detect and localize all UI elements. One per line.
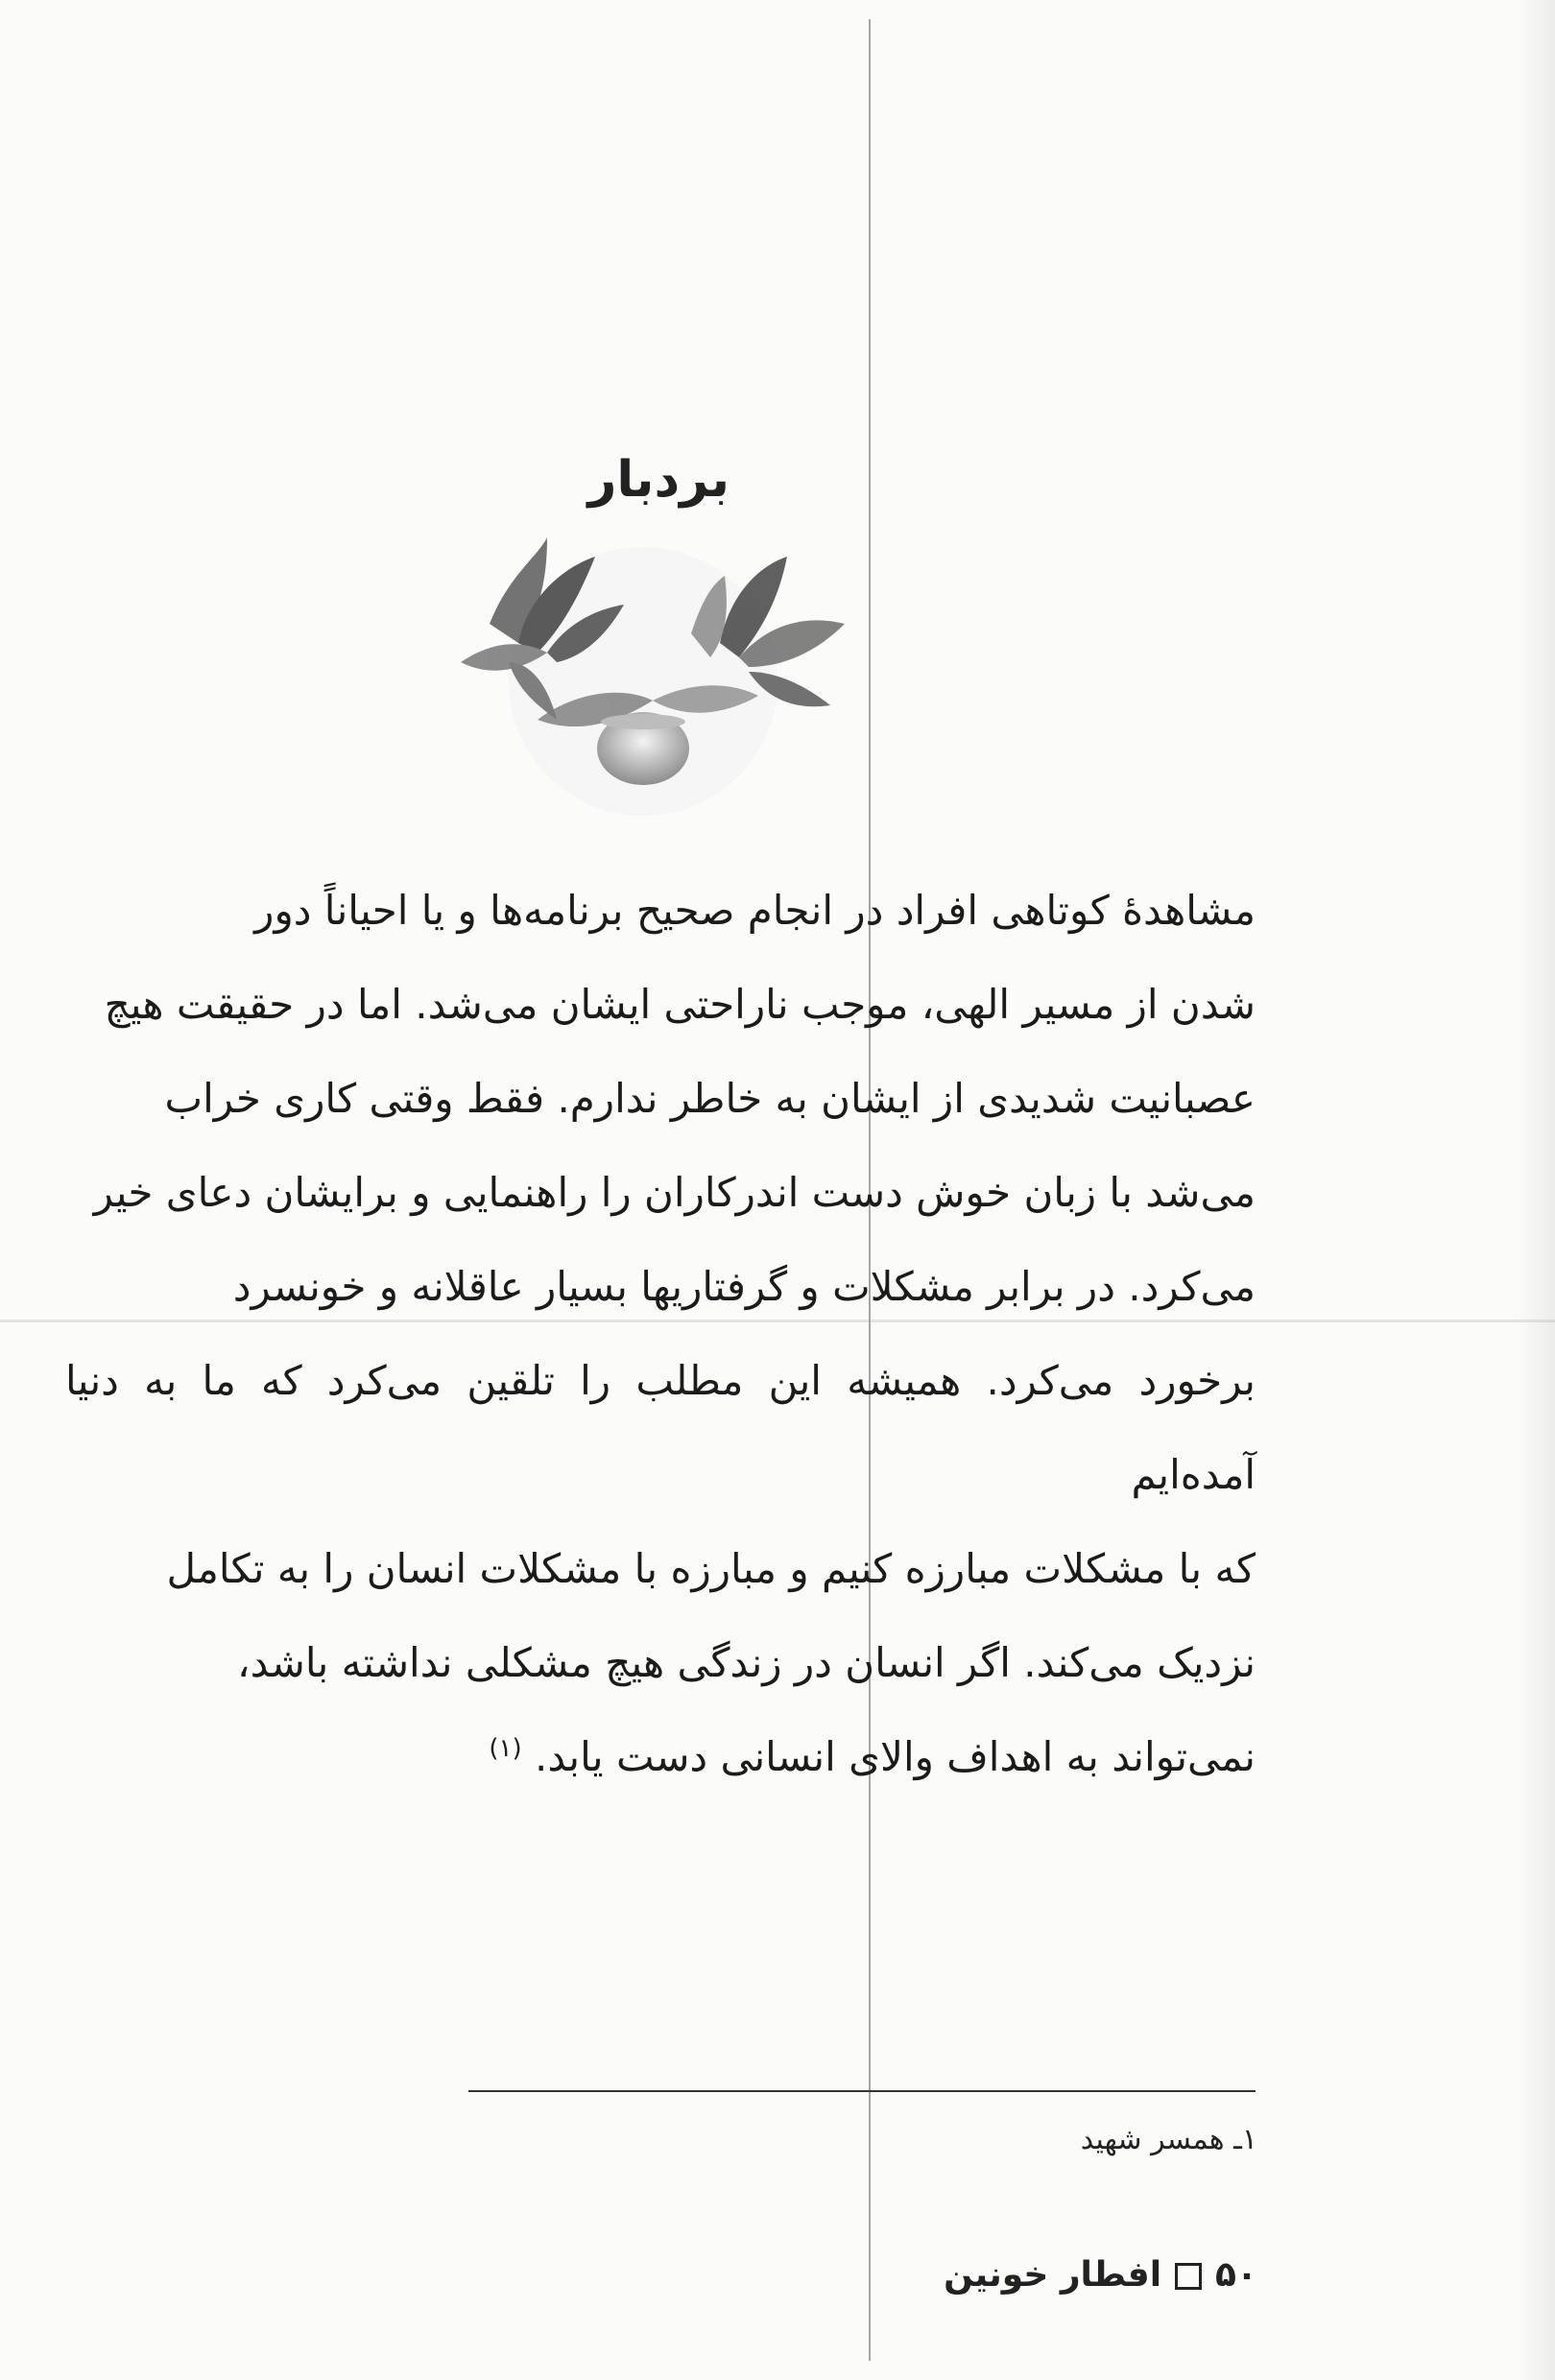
footnote-marker[interactable]: (۱) (489, 1734, 522, 1763)
body-line: شدن از مسیر الهی، موجب ناراحتی ایشان می‌شد. اما در حقیقت هیچ (104, 981, 1256, 1028)
page-number: ۵۰ (1215, 2255, 1257, 2295)
body-line: برخورد می‌کرد. همیشه این مطلب را تلقین می‌کرد که ما به دنیا آمده‌ایم (65, 1357, 1256, 1498)
body-paragraph (65, 864, 1256, 1804)
footnote-divider (468, 2090, 1256, 2092)
body-line-last (65, 1710, 1256, 1804)
body-line: که با مشکلات مبارزه کنیم و مبارزه با مشکلات انسان را به تکامل (166, 1545, 1256, 1592)
book-title: افطار خونین (944, 2255, 1162, 2295)
page-title: بردبار (587, 451, 730, 509)
footnote-text: ۱ـ همسر شهید (1080, 2123, 1257, 2156)
body-line: عصبانیت شدیدی از ایشان به خاطر ندارم. فقط وقتی کاری خراب (164, 1075, 1256, 1122)
body-line: می‌شد با زبان خوش دست اندرکاران را راهنمایی و برایشان دعای خیر (93, 1169, 1256, 1216)
page-footer (768, 2255, 1257, 2295)
body-line: می‌کرد. در برابر مشکلات و گرفتاریها بسیار عاقلانه و خونسرد (232, 1263, 1256, 1310)
body-line: مشاهدهٔ کوتاهی افراد در انجام صحیح برنامه‌ها و یا احیاناً دور (254, 887, 1256, 934)
page-edge-shadow (1517, 0, 1555, 2380)
square-icon (1175, 2263, 1202, 2290)
body-line-last-text: نمی‌تواند به اهداف والای انسانی دست یابد. (535, 1733, 1256, 1780)
flower-illustration (403, 518, 883, 825)
body-line: نزدیک می‌کند. اگر انسان در زندگی هیچ مشکلی نداشته باشد، (237, 1639, 1256, 1686)
